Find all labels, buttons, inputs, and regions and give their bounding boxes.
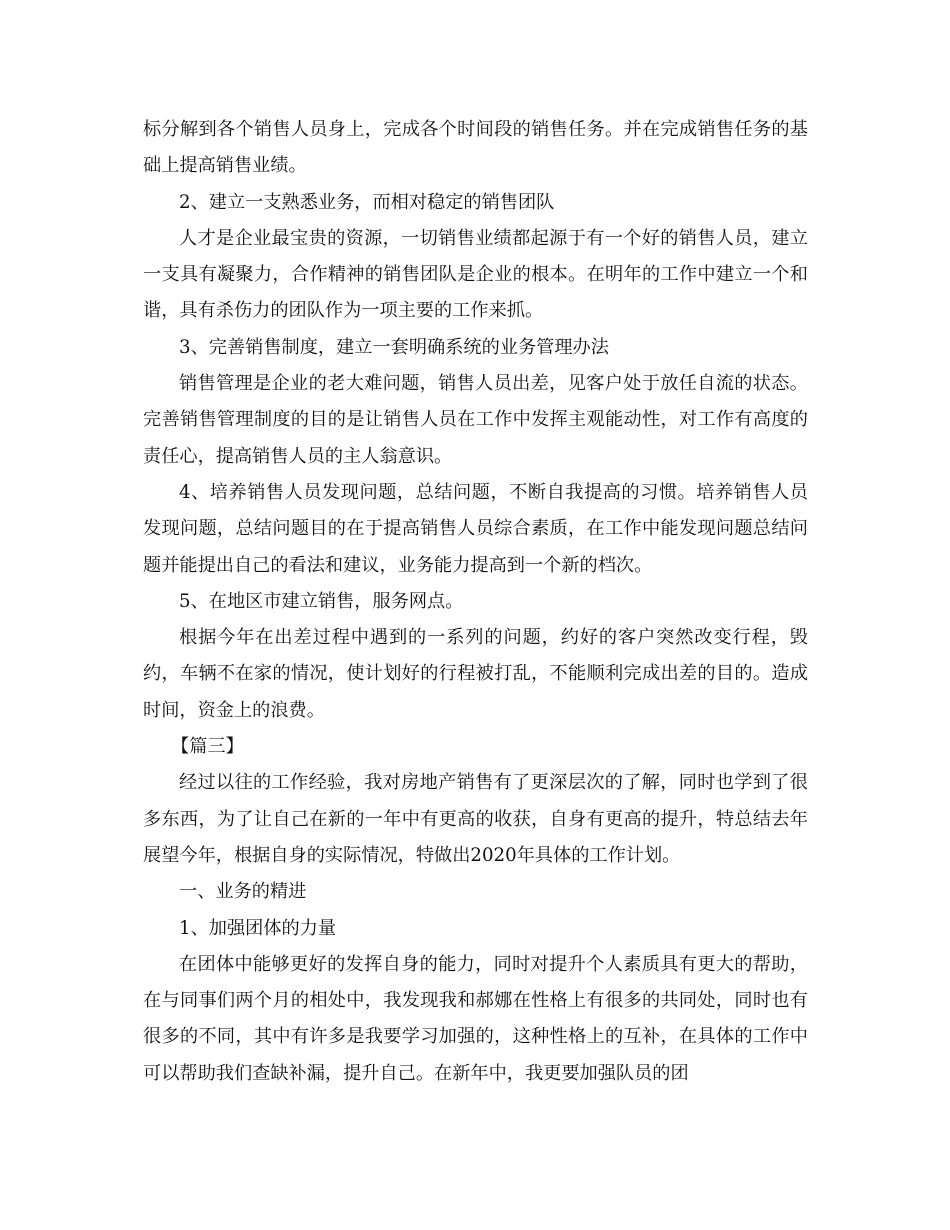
section-heading-2: 2、建立一支熟悉业务，而相对稳定的销售团队 (179, 191, 555, 213)
section-heading-4: 4、培养销售人员发现问题，总结问题，不断自我提高的习惯。培养销售人员发现问题，总结问题目的在于提高销售人员综合素质，在工作中能发现问题总结问题并能提出自己的看法和建议，业务能力提高到一个新的档次。 (143, 481, 808, 576)
paragraph: 人才是企业最宝贵的资源，一切销售业绩都起源于有一个好的销售人员，建立一支具有凝聚力，合作精神的销售团队是企业的根本。在明年的工作中建立一个和谐，具有杀伤力的团队作为一项主要的工作来抓。 (143, 227, 808, 322)
paragraph: 销售管理是企业的老大难问题，销售人员出差，见客户处于放任自流的状态。完善销售管理制度的目的是让销售人员在工作中发挥主观能动性，对工作有高度的责任心，提高销售人员的主人翁意识。 (143, 373, 808, 467)
paragraph: 在团体中能够更好的发挥自身的能力，同时对提升个人素质具有更大的帮助，在与同事们两个月的相处中，我发现我和郝娜在性格上有很多的共同处，同时也有很多的不同，其中有许多是我要学习加强的，这种性格上的互补，在具体的工作中可以帮助我们查缺补漏，提升自己。在新年中，我更要加强队员的团 (143, 953, 808, 1084)
section-heading-5: 5、在地区市建立销售，服务网点。 (179, 590, 464, 612)
section-heading-3: 3、完善销售制度，建立一套明确系统的业务管理办法 (179, 336, 609, 358)
paragraph: 根据今年在出差过程中遇到的一系列的问题，约好的客户突然改变行程，毁约，车辆不在家的情况，使计划好的行程被打乱，不能顺利完成出差的目的。造成时间，资金上的浪费。 (143, 627, 808, 721)
paragraph-continuation: 标分解到各个销售人员身上，完成各个时间段的销售任务。并在完成销售任务的基础上提高销售业绩。 (143, 119, 808, 177)
paragraph: 经过以往的工作经验，我对房地产销售有了更深层次的了解，同时也学到了很多东西，为了让自己在新的一年中有更高的收获，自身有更高的提升，特总结去年展望今年，根据自身的实际情况，特做出2020年具体的工作计划。 (143, 772, 808, 866)
subsection-heading-1: 1、加强团体的力量 (179, 917, 337, 939)
part-heading: 【篇三】 (171, 736, 244, 758)
document-body (143, 112, 808, 1092)
section-heading-1: 一、业务的精进 (179, 881, 307, 903)
